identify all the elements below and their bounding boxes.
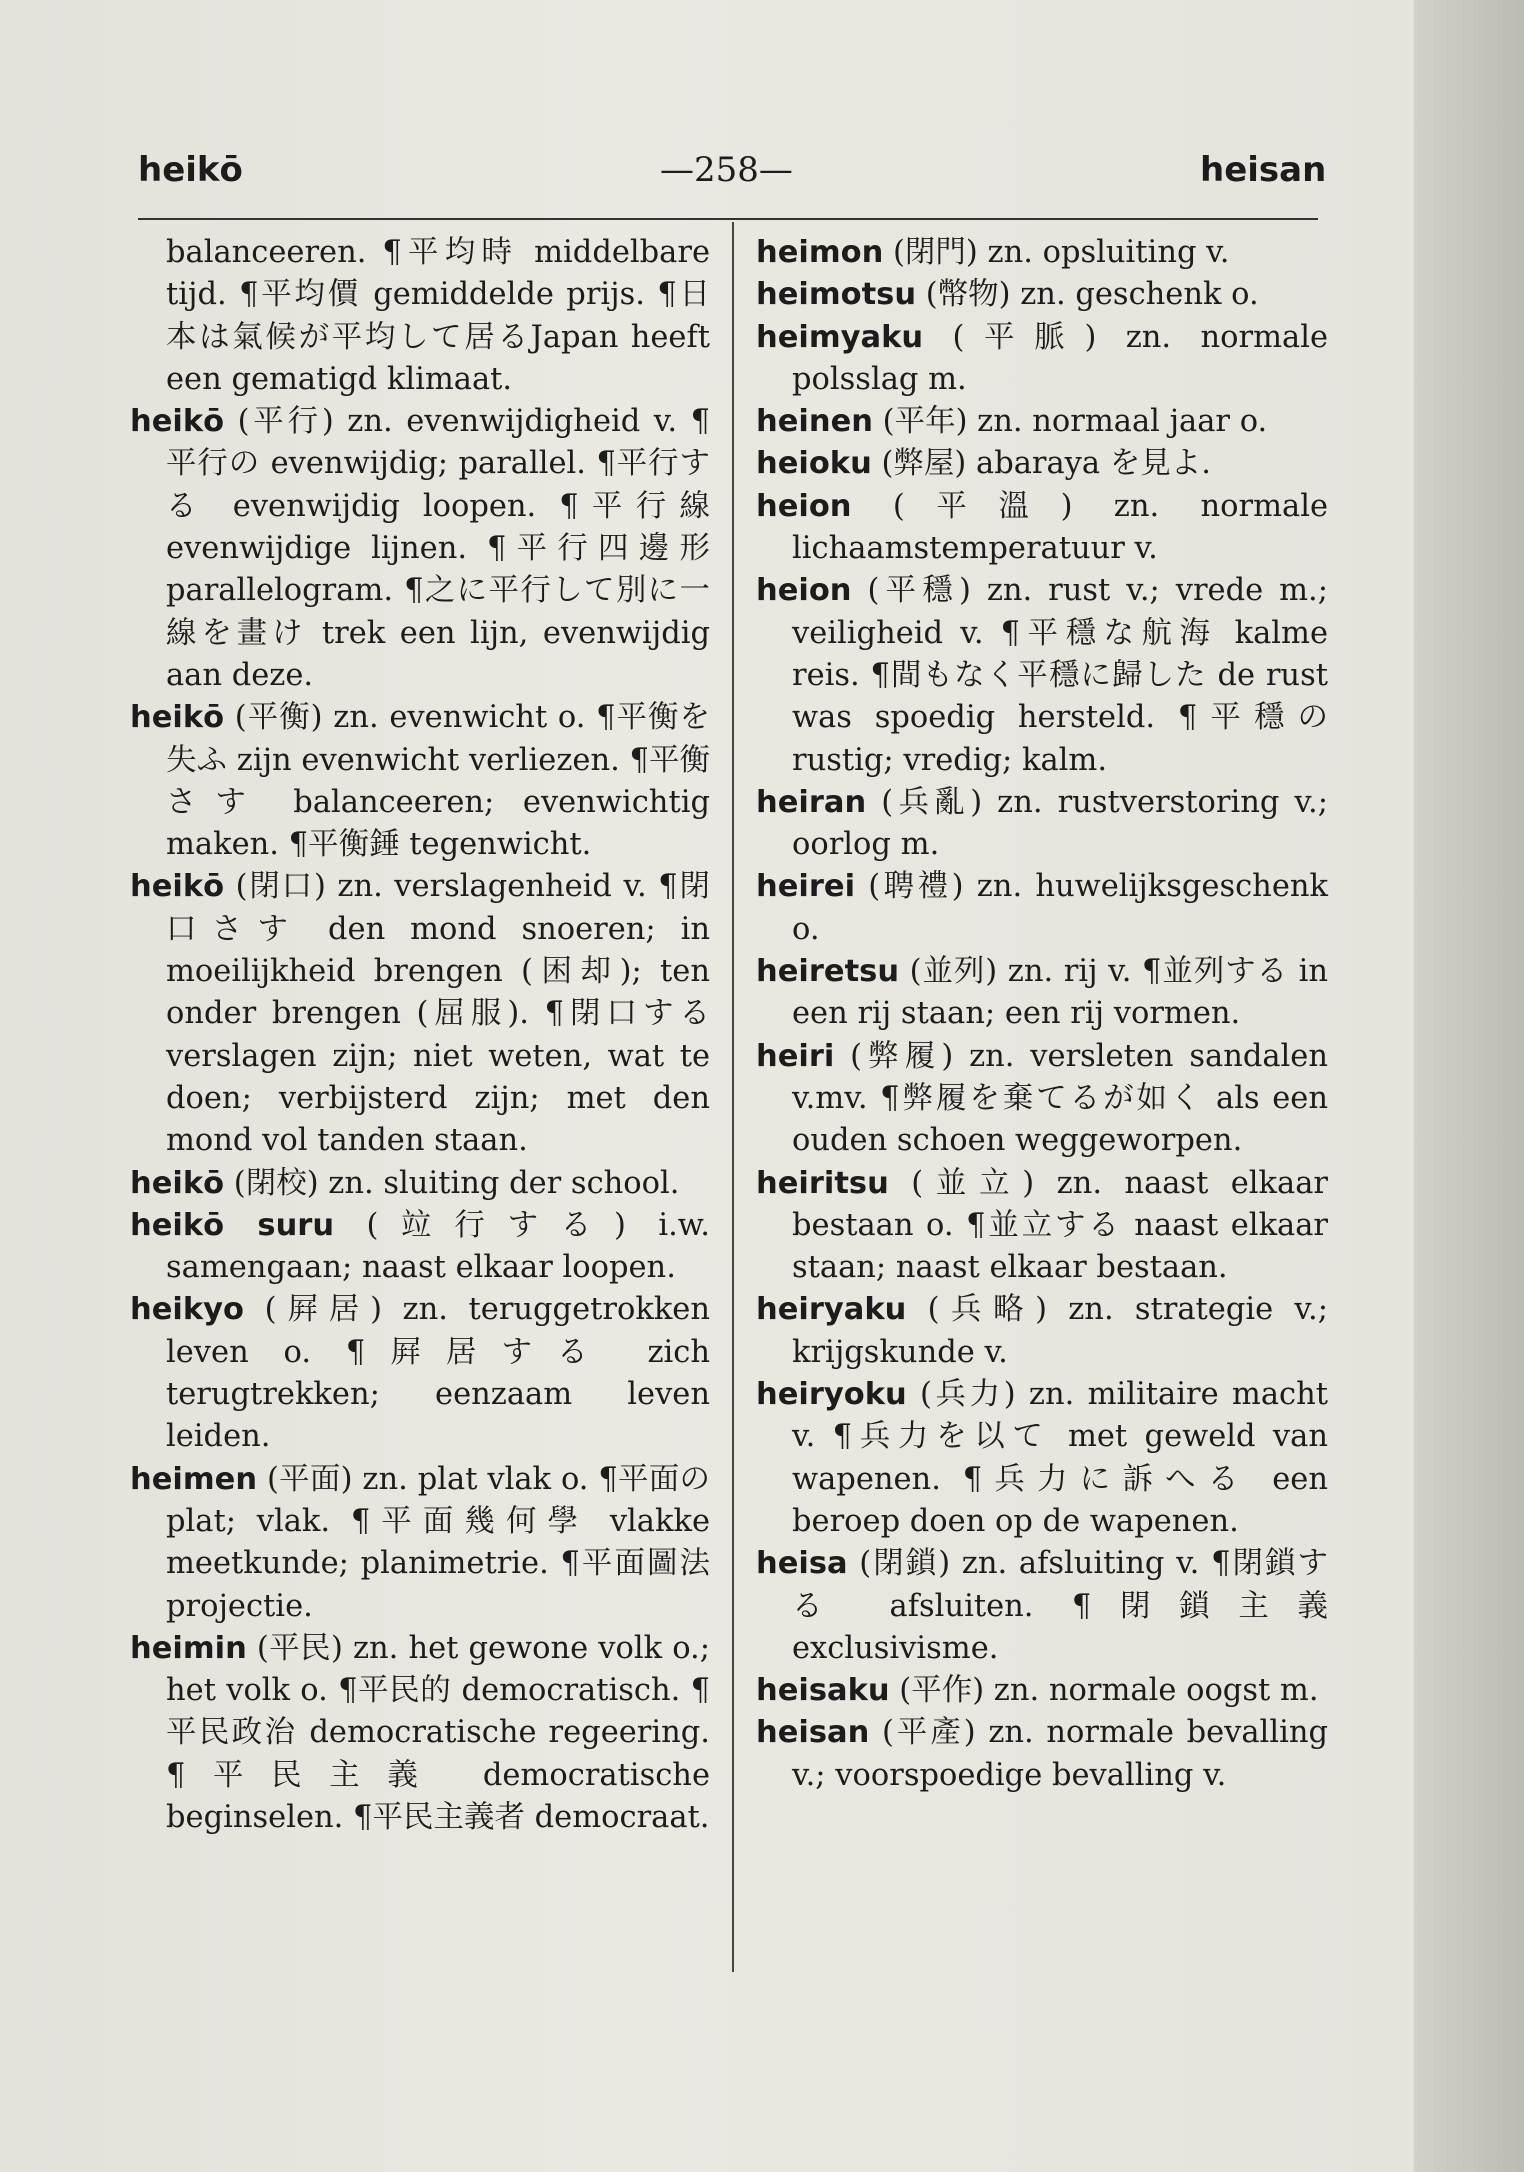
dictionary-entry	[130, 1205, 710, 1290]
entry-headword: heisan	[756, 1715, 870, 1751]
book-gutter	[1414, 0, 1524, 2172]
dictionary-entry	[756, 486, 1328, 571]
entry-text: (兵略) zn. strategie v.; krijgskunde v.	[792, 1292, 1328, 1370]
dictionary-entry	[756, 401, 1328, 443]
entry-headword: heimin	[130, 1630, 247, 1666]
entry-text: (聘禮) zn. huwelijksgeschenk o.	[792, 869, 1329, 947]
dictionary-entry	[130, 1459, 710, 1628]
entry-text: balanceeren. ¶平均時 middelbare tijd. ¶平均價 gemiddelde prijs. ¶日本は氣候が平均して居るJapan heeft een gematigd klimaat.	[166, 235, 710, 397]
dictionary-entry	[756, 1036, 1328, 1163]
entry-headword: heirei	[756, 869, 856, 905]
entry-headword: heinen	[756, 404, 873, 440]
entry-headword: heikō	[130, 1165, 225, 1201]
dictionary-entry	[756, 951, 1328, 1036]
entry-text: (閉門) zn. opsluiting v.	[893, 235, 1230, 270]
entry-text: (平產) zn. normale bevalling v.; voorspoedige bevalling v.	[792, 1715, 1328, 1793]
entry-headword: heimon	[756, 235, 884, 270]
dictionary-entry	[130, 1163, 710, 1205]
dictionary-entry	[130, 1289, 710, 1458]
entry-headword: heion	[756, 573, 852, 609]
left-column	[130, 232, 710, 1839]
dictionary-entry	[130, 1628, 710, 1839]
dictionary-entry	[130, 401, 710, 697]
entry-headword: heion	[756, 488, 852, 524]
entry-headword: heikō suru	[130, 1207, 335, 1243]
running-head-left: heikō	[138, 150, 243, 190]
right-column	[756, 232, 1328, 1797]
dictionary-entry	[756, 1374, 1328, 1543]
dictionary-entry	[130, 866, 710, 1162]
dictionary-entry	[756, 866, 1328, 951]
entry-headword: heiryoku	[756, 1377, 907, 1413]
entry-text: (竝行する) i.w. samengaan; naast elkaar loopen.	[166, 1207, 710, 1286]
entry-headword: heikō	[130, 700, 225, 736]
dictionary-entry	[130, 697, 710, 866]
dictionary-entry	[756, 1670, 1328, 1712]
entry-text: (平脈) zn. normale polsslag m.	[792, 319, 1329, 397]
dictionary-entry	[756, 317, 1328, 402]
header-rule	[138, 218, 1318, 220]
dictionary-entry	[756, 782, 1328, 867]
dictionary-entry	[756, 1712, 1328, 1797]
entry-headword: heiri	[756, 1038, 835, 1074]
dictionary-entry	[756, 1543, 1328, 1670]
dictionary-entry	[130, 232, 710, 401]
dictionary-entry	[756, 1163, 1328, 1290]
entry-text: (平溫) zn. normale lichaamstemperatuur v.	[792, 488, 1328, 567]
entry-headword: heikyo	[130, 1292, 244, 1328]
entry-text: (平年) zn. normaal jaar o.	[882, 404, 1268, 440]
entry-headword: heiretsu	[756, 954, 900, 990]
column-divider	[732, 222, 734, 1972]
entry-text: (閉校) zn. sluiting der school.	[233, 1165, 680, 1201]
entry-text: (平作) zn. normale oogst m.	[899, 1673, 1319, 1709]
entry-text: (並立) zn. naast elkaar bestaan o. ¶並立する naast elkaar staan; naast elkaar bestaan.	[792, 1165, 1328, 1286]
entry-headword: heimyaku	[756, 319, 924, 355]
entry-text: (平穩) zn. rust v.; vrede m.; veiligheid v. ¶平穩な航海 kalme reis. ¶間もなく平穩に歸した de rust was spoedig hersteld. ¶平穩の rustig; vredig; kalm.	[792, 573, 1328, 778]
dictionary-entry	[756, 1289, 1328, 1374]
entry-headword: heisaku	[756, 1673, 890, 1709]
entry-text: (平面) zn. plat vlak o. ¶平面の plat; vlak. ¶平面幾何學 vlakke meetkunde; planimetrie. ¶平面圖法 projectie.	[166, 1461, 710, 1624]
entry-text: (兵力) zn. militaire macht v. ¶兵力を以て met geweld van wapenen. ¶兵力に訴へる een beroep doen op de wapenen.	[792, 1377, 1328, 1539]
dictionary-entry	[756, 443, 1328, 485]
entry-text: (平行) zn. evenwijdigheid v. ¶平行の evenwijdig; parallel. ¶平行する evenwijdig loopen. ¶平行線 evenwijdige lijnen. ¶平行四邊形 parallelogram. ¶之に平行して別に一線を畫け trek een lijn, evenwijdig aan deze.	[166, 404, 710, 693]
entry-text: (平民) zn. het gewone volk o.; het volk o. ¶平民的 democratisch. ¶平民政治 democratische regeering. ¶平民主義 democratische beginselen. ¶平民主義者 democraat.	[166, 1630, 710, 1835]
entry-text: (幣物) zn. geschenk o.	[925, 277, 1259, 313]
entry-text: (平衡) zn. evenwicht o. ¶平衡を失ふ zijn evenwicht verliezen. ¶平衡さす balanceeren; evenwichtig maken. ¶平衡錘 tegenwicht.	[166, 700, 710, 863]
entry-headword: heimotsu	[756, 277, 917, 313]
entry-text: (弊履) zn. versleten sandalen v.mv. ¶弊履を棄てるが如く als een ouden schoen weggeworpen.	[792, 1038, 1328, 1159]
page-number: —258—	[660, 150, 793, 190]
entry-text: (閉鎖) zn. afsluiting v. ¶閉鎖する afsluiten. ¶閉鎖主義 exclusivisme.	[792, 1546, 1328, 1666]
dictionary-entry	[756, 570, 1328, 781]
entry-headword: heikō	[130, 404, 225, 440]
entry-headword: heiran	[756, 784, 867, 820]
entry-headword: heikō	[130, 869, 225, 905]
entry-headword: heimen	[130, 1461, 258, 1497]
dictionary-entry	[756, 232, 1328, 274]
entry-text: (屛居) zn. teruggetrokken leven o. ¶屛居する zich terugtrekken; eenzaam leven leiden.	[166, 1292, 710, 1455]
entry-text: (閉口) zn. verslagenheid v. ¶閉口さす den mond snoeren; in moeilijkheid brengen (困却); ten onder brengen (屈服). ¶閉口する verslagen zijn; niet weten, wat te doen; verbijsterd zijn; met den mond vol tanden staan.	[166, 869, 710, 1159]
running-head-right: heisan	[1200, 150, 1327, 190]
entry-text: (並列) zn. rij v. ¶並列する in een rij staan; een rij vormen.	[792, 954, 1328, 1032]
entry-text: (兵亂) zn. rustverstoring v.; oorlog m.	[792, 784, 1328, 863]
entry-headword: heiritsu	[756, 1165, 889, 1201]
entry-text: (弊屋) abaraya を見よ.	[881, 446, 1211, 482]
dictionary-entry	[756, 274, 1328, 316]
entry-headword: heioku	[756, 446, 872, 482]
entry-headword: heisa	[756, 1546, 848, 1582]
entry-headword: heiryaku	[756, 1292, 907, 1328]
